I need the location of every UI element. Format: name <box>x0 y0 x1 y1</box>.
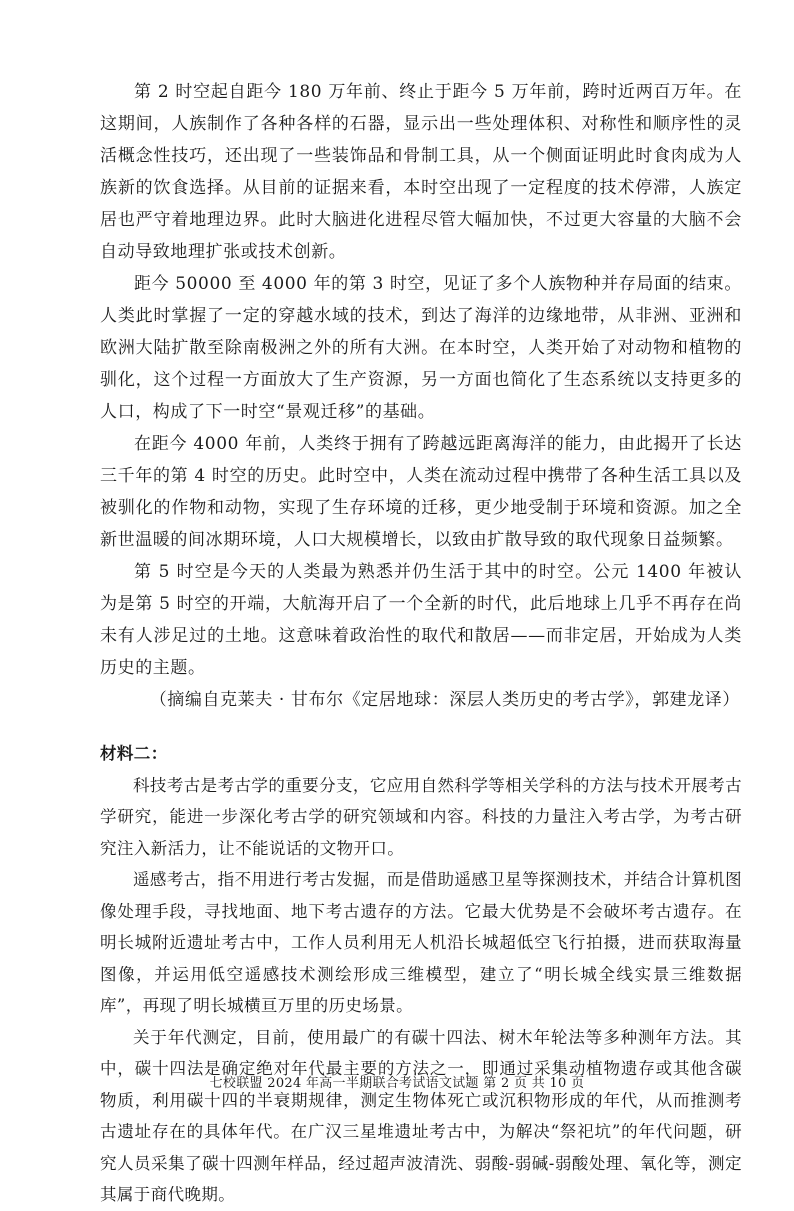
paragraph-time-space-4: 在距今 4000 年前，人类终于拥有了跨越远距离海洋的能力，由此揭开了长达三千年的第 4 时空的历史。此时空中，人类在流动过程中携带了各种生活工具以及被驯化的作物和动物，实现了生存环境的迁移，更少地受制于环境和资源。加之全新世温暖的间冰期环境，人口大规模增长，以致由扩散导致的取代现象日益频繁。 <box>100 434 742 550</box>
paragraph-time-space-5: 第 5 时空是今天的人类最为熟悉并仍生活于其中的时空。公元 1400 年被认为是第 5 时空的开端，大航海开启了一个全新的时代，此后地球上几乎不再存在尚未有人涉足过的土地。这意味着政治性的取代和散居——而非定居，开始成为人类历史的主题。 <box>100 562 742 678</box>
material-two-section <box>100 738 742 1211</box>
paragraph-time-space-2: 第 2 时空起自距今 180 万年前、终止于距今 5 万年前，跨时近两百万年。在这期间，人族制作了各种各样的石器，显示出一些处理体积、对称性和顺序性的灵活概念性技巧，还出现了一些装饰品和骨制工具，从一个侧面证明此时食肉成为人族新的饮食选择。从目前的证据来看，本时空出现了一定程度的技术停滞，人族定居也严守着地理边界。此时大脑进化进程尽管大幅加快，不过更大容量的大脑不会自动导致地理扩张或技术创新。 <box>100 82 742 262</box>
paragraph-tech-archaeology: 科技考古是考古学的重要分支，它应用自然科学等相关学科的方法与技术开展考古学研究，能进一步深化考古学的研究领域和内容。科技的力量注入考古学，为考古研究注入新活力，让不能说话的文物开口。 <box>100 775 742 858</box>
source-citation: （摘编自克莱夫 · 甘布尔《定居地球：深层人类历史的考古学》，郭建龙译） <box>149 690 740 710</box>
material-one-section <box>100 76 742 716</box>
material-two-heading: 材料二： <box>100 744 168 763</box>
page-footer: 七校联盟 2024 年高一半期联合考试语文试题 第 2 页 共 10 页 <box>209 1076 585 1091</box>
paragraph-dating-methods: 关于年代测定，目前，使用最广的有碳十四法、树木年轮法等多种测年方法。其中，碳十四法是确定绝对年代最主要的方法之一，即通过采集动植物遗存或其他含碳物质，利用碳十四的半衰期规律，测定生物体死亡或沉积物形成的年代，从而推测考古遗址存在的具体年代。在广汉三星堆遗址考古中，为解决“祭祀坑”的年代问题，研究人员采集了碳十四测年样品，经过超声波清洗、弱酸-弱碱-弱酸处理、氧化等，测定其属于商代晚期。 <box>100 1027 742 1204</box>
paragraph-time-space-3: 距今 50000 至 4000 年的第 3 时空，见证了多个人族物种并存局面的结束。人类此时掌握了一定的穿越水域的技术，到达了海洋的边缘地带，从非洲、亚洲和欧洲大陆扩散至除南极洲之外的所有大洲。在本时空，人类开始了对动物和植物的驯化，这个过程一方面放大了生产资源，另一方面也简化了生态系统以支持更多的人口，构成了下一时空“景观迁移”的基础。 <box>100 274 742 422</box>
paragraph-remote-sensing: 遥感考古，指不用进行考古发掘，而是借助遥感卫星等探测技术，并结合计算机图像处理手段，寻找地面、地下考古遗存的方法。它最大优势是不会破坏考古遗存。在明长城附近遗址考古中，工作人员利用无人机沿长城超低空飞行拍摄，进而获取海量图像，并运用低空遥感技术测绘形成三维模型，建立了“明长城全线实景三维数据库”，再现了明长城横亘万里的历史场景。 <box>100 870 742 1015</box>
